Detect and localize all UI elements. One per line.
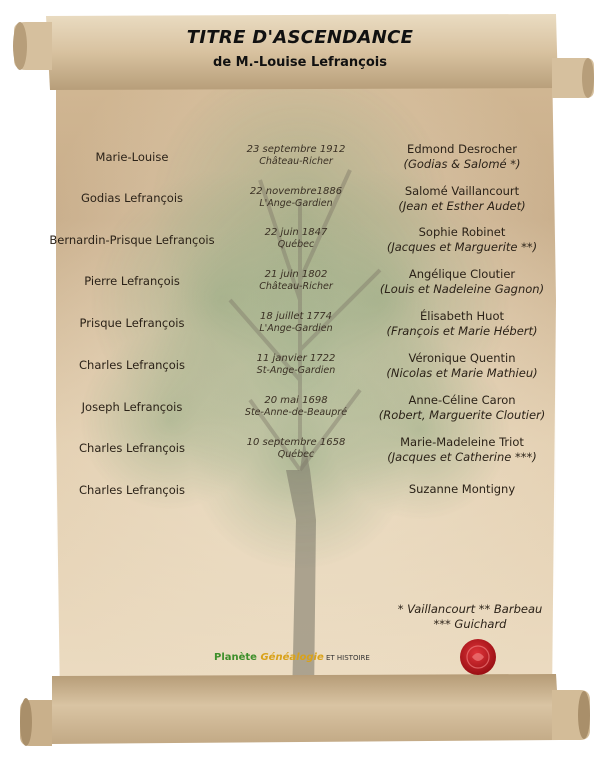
spouse-name: Marie-Madeleine Triot: [400, 435, 524, 449]
document-subtitle: de M.-Louise Lefrançois: [213, 55, 387, 70]
ancestor-name: Charles Lefrançois: [79, 441, 185, 455]
marriage-event: [226, 353, 366, 376]
marriage-place: Château-Richer: [259, 281, 333, 292]
spouse-parents: (Godias & Salomé *): [403, 157, 521, 171]
spouse: [367, 393, 557, 423]
spouse-name: Salomé Vaillancourt: [404, 184, 520, 198]
ancestor-name: Godias Lefrançois: [80, 191, 184, 205]
spouse-parents: (François et Marie Hébert): [386, 324, 538, 338]
wax-seal-icon: [460, 639, 496, 675]
spouse: [367, 267, 557, 297]
ancestor-name: Prisque Lefrançois: [79, 316, 185, 330]
spouse: [367, 435, 557, 465]
logo-part-histoire: ET HISTOIRE: [323, 654, 370, 662]
marriage-date: 18 juillet 1774: [259, 311, 333, 322]
footnote-line: *** Guichard: [433, 617, 507, 631]
logo-part-genealogie: Généalogie: [260, 652, 324, 663]
spouse: [367, 482, 557, 497]
marriage-date: 10 septembre 1658: [246, 437, 346, 448]
ancestor-name: Pierre Lefrançois: [84, 274, 180, 288]
marriage-date: 23 septembre 1912: [246, 144, 346, 155]
spouse-parents: (Nicolas et Marie Mathieu): [386, 366, 538, 380]
marriage-place: St-Ange-Gardien: [256, 365, 336, 376]
marriage-place: Québec: [277, 239, 315, 250]
spouse-parents: (Louis et Nadeleine Gagnon): [379, 282, 545, 296]
marriage-place: L'Ange-Gardien: [259, 323, 333, 334]
publisher-logo: [214, 652, 370, 663]
marriage-place: Ste-Anne-de-Beaupré: [244, 407, 348, 418]
spouse-parents: (Jacques et Marguerite **): [386, 240, 538, 254]
ancestor-name: Bernardin-Prisque Lefrançois: [49, 233, 215, 247]
spouse-name: Suzanne Montigny: [408, 482, 516, 496]
marriage-event: [226, 395, 366, 418]
spouse-name: Sophie Robinet: [418, 225, 506, 239]
marriage-event: [226, 144, 366, 167]
spouse: [367, 142, 557, 172]
document-title: TITRE D'ASCENDANCE: [186, 27, 414, 48]
spouse: [367, 309, 557, 339]
marriage-event: [226, 269, 366, 292]
spouse-name: Angélique Cloutier: [408, 267, 516, 281]
spouse-name: Élisabeth Huot: [419, 309, 504, 323]
marriage-date: 22 juin 1847: [264, 227, 328, 238]
scroll-bottom-roll: [20, 674, 590, 746]
spouse-name: Véronique Quentin: [408, 351, 516, 365]
spouse-parents: (Robert, Marguerite Cloutier): [378, 408, 546, 422]
ancestor-name: Charles Lefrançois: [79, 483, 185, 497]
ancestor-name: Joseph Lefrançois: [81, 400, 183, 414]
footnote-line: * Vaillancourt ** Barbeau: [397, 602, 543, 616]
marriage-event: [226, 437, 366, 460]
marriage-date: 22 novembre1886: [249, 186, 343, 197]
marriage-place: L'Ange-Gardien: [259, 198, 333, 209]
marriage-date: 21 juin 1802: [264, 269, 328, 280]
marriage-event: [226, 311, 366, 334]
spouse-parents: (Jacques et Catherine ***): [387, 450, 537, 464]
ancestor-name: Charles Lefrançois: [79, 358, 185, 372]
marriage-event: [226, 186, 366, 209]
marriage-date: 20 mai 1698: [264, 395, 328, 406]
spouse: [367, 184, 557, 214]
spouse: [367, 225, 557, 255]
spouse: [367, 351, 557, 381]
spouse-name: Edmond Desrocher: [407, 142, 517, 156]
footnotes: [380, 602, 560, 632]
logo-part-planete: Planète: [214, 652, 261, 663]
marriage-place: Château-Richer: [259, 156, 333, 167]
marriage-event: [226, 227, 366, 250]
marriage-place: Québec: [277, 449, 315, 460]
marriage-date: 11 janvier 1722: [256, 353, 336, 364]
spouse-name: Anne-Céline Caron: [408, 393, 516, 407]
spouse-parents: (Jean et Esther Audet): [398, 199, 526, 213]
ancestor-name: Marie-Louise: [95, 150, 169, 164]
